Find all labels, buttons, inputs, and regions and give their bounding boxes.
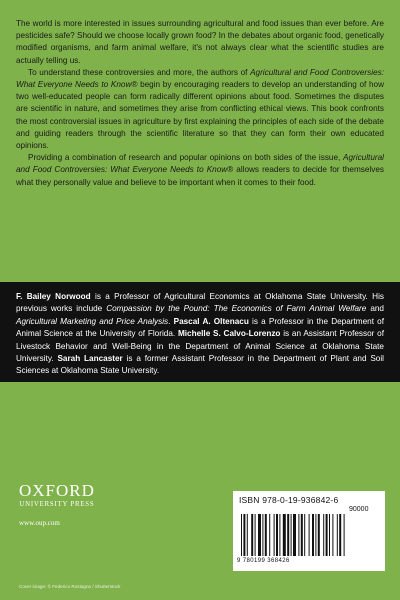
blurb-paragraph-1 [16, 18, 384, 67]
blurb-paragraph-2 [16, 67, 384, 152]
author-bio: is a Professor of Agricultural Economics at Oklahoma State University. His previous works include [16, 292, 384, 314]
blurb-text: To understand these controversies and more, the authors of [28, 67, 251, 77]
author-name: Michelle S. Calvo-Lorenzo [177, 329, 281, 339]
book-title: Compassion by the Pound: The Economics of Farm Animal Welfare [106, 304, 367, 314]
isbn-label: ISBN 978-0-19-936842-6 [239, 495, 339, 505]
blurb-text: Providing a combination of research and popular opinions on both sides of the issue, [28, 153, 344, 163]
author-bio: is an Assistant Professor of Livestock Behavior and Well-Being in the Department of Animal Science at Oklahoma State University. [16, 329, 385, 364]
publisher-subtitle: UNIVERSITY PRESS [19, 501, 95, 508]
blurb-text: allows readers to decide for themselves what they personally value and believe to be important when it comes to their food. [16, 165, 384, 187]
cover-image-credit: Cover image: © Federico Rostagno / Shutterstock [19, 584, 121, 589]
price-code: 90000 [349, 506, 369, 513]
author-bio: is a former Assistant Professor in the Department of Plant and Soil Sciences at Oklahoma State University. [16, 354, 384, 376]
blurb-paragraph-3 [16, 152, 384, 189]
publisher-name: OXFORD [19, 481, 95, 500]
author-bios [16, 291, 384, 378]
blurb [16, 18, 384, 189]
publisher-website: www.oup.com [19, 519, 60, 527]
book-title: Agricultural and Food Controversies: What Everyone Needs to Know® [16, 153, 384, 175]
author-name: Sarah Lancaster [57, 354, 123, 364]
book-title: Agricultural and Food Controversies: What Everyone Needs to Know® [16, 67, 384, 90]
book-title: Agricultural Marketing and Price Analysis [16, 316, 169, 326]
author-name: Pascal A. Oltenacu [173, 316, 249, 326]
author-bio: and [366, 304, 384, 314]
blurb-text: The world is more interested in issues surrounding agricultural and food issues than ever before. Are pesticides safe? Should we choose locally grown food? In the debates about organic food, genetically modified organisms, and farm animal welfare, it's not always clear what the scientific studies are actually telling us. [16, 19, 384, 65]
author-name: F. Bailey Norwood [16, 292, 91, 301]
barcode-digits: 9 780199 368426 [237, 558, 290, 564]
barcode-image [239, 514, 379, 558]
publisher-logo [19, 482, 95, 510]
author-bios-band [0, 282, 400, 382]
author-bio: is a Professor in the Department of Animal Science at the University of Florida. [16, 316, 384, 339]
blurb-text: begin by encouraging readers to develop an understanding of how two well-educated people can form radically different opinions about food. Sometimes the disputes are scientific in nature, and sometimes they arise from conflicting ethical views. This book confronts the most controversial issues in agriculture by first explaining the principles of each side of the debate and guiding readers through the scientific literature so that they can form their own educated opinions. [16, 80, 384, 151]
author-bio: . [168, 316, 174, 326]
barcode-panel [233, 491, 385, 571]
